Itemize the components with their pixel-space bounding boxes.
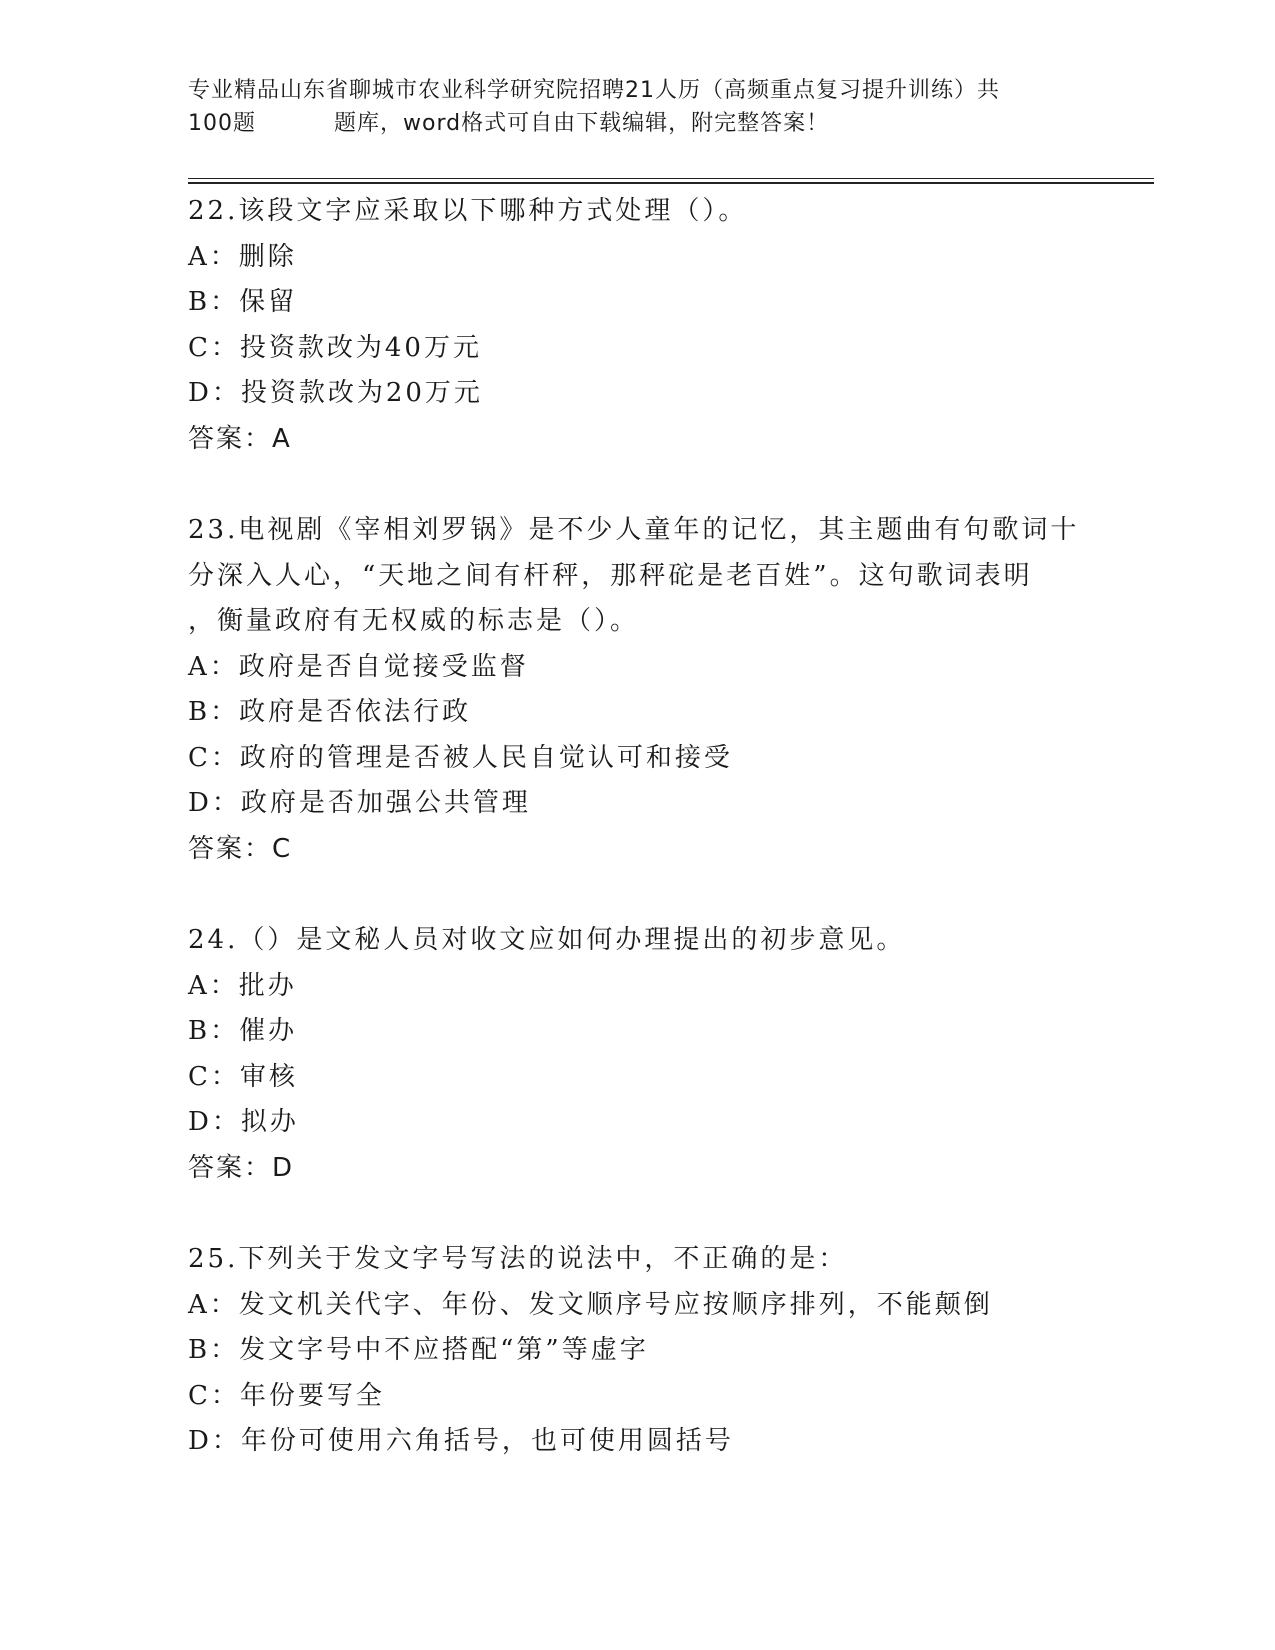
question-25 — [188, 1237, 1088, 1465]
option-b: B：政府是否依法行政 — [188, 697, 472, 727]
question-23 — [188, 508, 1088, 872]
option-a: A：政府是否自觉接受监督 — [188, 651, 529, 682]
option-d: D：政府是否加强公共管理 — [188, 788, 531, 818]
option-a: A：发文机关代字、年份、发文顺序号应按顺序排列，不能颠倒 — [188, 1289, 993, 1320]
option-d: D：拟办 — [188, 1107, 299, 1137]
header-title-line-2 — [188, 107, 1088, 140]
question-stem: 24.（）是文秘人员对收文应如何办理提出的初步意见。 — [188, 925, 906, 955]
header-question-count: 100题 — [188, 111, 256, 136]
header-divider-thin — [188, 178, 1154, 179]
option-d: D：年份可使用六角括号，也可使用圆括号 — [188, 1426, 734, 1456]
answer-line: 答案：D — [188, 1152, 295, 1183]
option-b: B：发文字号中不应搭配“第”等虚字 — [188, 1335, 649, 1365]
question-stem-line-1: 23.电视剧《宰相刘罗锅》是不少人童年的记忆，其主题曲有句歌词十 — [188, 515, 1080, 545]
answer-line: 答案：A — [188, 423, 292, 454]
question-stem-line-2: 分深入人心，“天地之间有杆秤，那秤砣是老百姓”。这句歌词表明 — [188, 560, 1033, 591]
question-stem: 22.该段文字应采取以下哪种方式处理（）。 — [188, 196, 748, 226]
option-c: C：政府的管理是否被人民自觉认可和接受 — [188, 742, 733, 773]
question-24 — [188, 918, 1088, 1191]
option-d: D：投资款改为20万元 — [188, 378, 483, 408]
answer-line: 答案：C — [188, 833, 293, 864]
question-list — [188, 189, 1088, 1465]
header-divider-thick — [188, 182, 1154, 184]
header-description: 题库，word格式可自由下载编辑，附完整答案！ — [334, 111, 830, 136]
header-title-line-1: 专业精品山东省聊城市农业科学研究院招聘21人历（高频重点复习提升训练）共 — [188, 78, 1000, 103]
option-b: B：催办 — [188, 1016, 298, 1046]
document-header — [188, 74, 1088, 140]
option-c: C：审核 — [188, 1061, 298, 1092]
option-b: B：保留 — [188, 287, 298, 317]
question-22 — [188, 189, 1088, 462]
option-a: A：批办 — [188, 970, 297, 1001]
question-stem-line-3: ，衡量政府有无权威的标志是（）。 — [188, 606, 640, 636]
question-stem: 25.下列关于发文字号写法的说法中，不正确的是： — [188, 1244, 848, 1274]
option-c: C：投资款改为40万元 — [188, 332, 482, 363]
option-a: A：删除 — [188, 241, 297, 272]
option-c: C：年份要写全 — [188, 1380, 385, 1411]
